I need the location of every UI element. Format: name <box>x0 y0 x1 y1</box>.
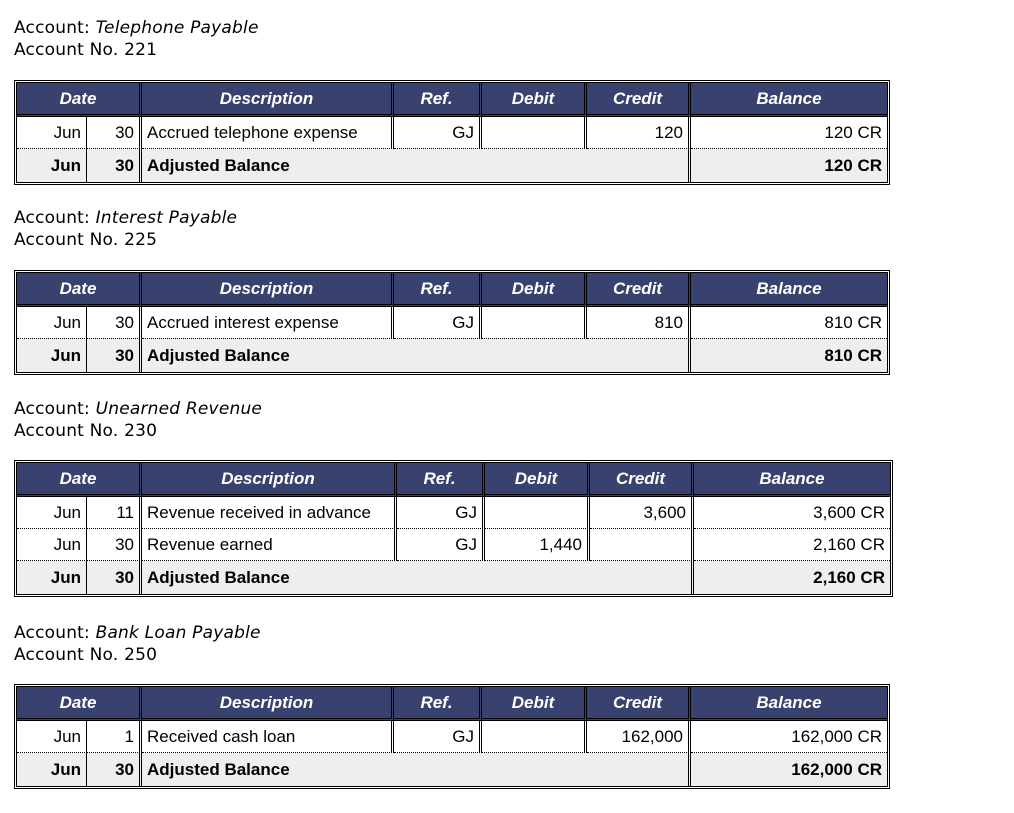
header-row <box>17 273 887 307</box>
col-description: Description <box>142 687 394 721</box>
account-number: 221 <box>124 40 158 60</box>
adjusted-label: Adjusted Balance <box>142 753 691 786</box>
entry-credit: 810 <box>587 307 691 339</box>
entry-month: Jun <box>17 721 87 753</box>
entry-description: Revenue earned <box>142 529 397 561</box>
col-date: Date <box>17 687 142 721</box>
ledger-table-250 <box>14 684 890 789</box>
entry-month: Jun <box>17 117 87 149</box>
entry-ref: GJ <box>394 721 482 753</box>
col-debit: Debit <box>485 463 590 497</box>
col-description: Description <box>142 83 394 117</box>
account-number-line <box>14 229 237 251</box>
entry-ref: GJ <box>394 117 482 149</box>
account-title <box>14 398 262 420</box>
adjusted-day: 30 <box>87 753 142 786</box>
col-ref: Ref. <box>394 273 482 307</box>
account-title <box>14 622 261 644</box>
entry-day: 30 <box>87 529 142 561</box>
entry-credit: 3,600 <box>590 497 694 529</box>
account-header-250 <box>14 622 261 666</box>
account-no-label: Account No. <box>14 421 119 441</box>
account-number: 230 <box>124 421 158 441</box>
entry-debit <box>485 497 590 529</box>
col-date: Date <box>17 273 142 307</box>
col-balance: Balance <box>694 463 890 497</box>
account-name: Interest Payable <box>95 208 238 228</box>
account-no-label: Account No. <box>14 645 119 665</box>
header-row <box>17 687 887 721</box>
entry-description: Accrued interest expense <box>142 307 394 339</box>
adjusted-day: 30 <box>87 339 142 372</box>
col-date: Date <box>17 463 142 497</box>
col-ref: Ref. <box>397 463 485 497</box>
entry-credit: 120 <box>587 117 691 149</box>
adjusted-month: Jun <box>17 339 87 372</box>
col-credit: Credit <box>590 463 694 497</box>
account-header-225 <box>14 207 237 251</box>
account-title <box>14 17 259 39</box>
adjusted-month: Jun <box>17 753 87 786</box>
entry-month: Jun <box>17 307 87 339</box>
entry-balance: 3,600 CR <box>694 497 890 529</box>
account-header-230 <box>14 398 262 442</box>
adjusted-balance: 162,000 CR <box>691 753 887 786</box>
entry-month: Jun <box>17 529 87 561</box>
col-debit: Debit <box>482 83 587 117</box>
col-ref: Ref. <box>394 83 482 117</box>
entry-debit: 1,440 <box>485 529 590 561</box>
adjusted-balance: 2,160 CR <box>694 561 890 594</box>
account-label: Account: <box>14 399 90 419</box>
col-credit: Credit <box>587 273 691 307</box>
ledger-table-230 <box>14 460 893 597</box>
col-description: Description <box>142 273 394 307</box>
entry-debit <box>482 307 587 339</box>
col-balance: Balance <box>691 687 887 721</box>
adjusted-row <box>17 561 890 594</box>
account-number: 250 <box>124 645 158 665</box>
adjusted-day: 30 <box>87 149 142 182</box>
header-row <box>17 463 890 497</box>
adjusted-balance: 120 CR <box>691 149 887 182</box>
entry-balance: 810 CR <box>691 307 887 339</box>
adjusted-month: Jun <box>17 561 87 594</box>
table-row <box>17 307 887 339</box>
entry-day: 30 <box>87 307 142 339</box>
entry-description: Received cash loan <box>142 721 394 753</box>
account-no-label: Account No. <box>14 230 119 250</box>
entry-description: Revenue received in advance <box>142 497 397 529</box>
entry-credit <box>590 529 694 561</box>
entry-description: Accrued telephone expense <box>142 117 394 149</box>
account-name: Telephone Payable <box>95 18 259 38</box>
entry-ref: GJ <box>397 529 485 561</box>
table-row <box>17 529 890 561</box>
entry-balance: 120 CR <box>691 117 887 149</box>
account-name: Unearned Revenue <box>95 399 263 419</box>
adjusted-day: 30 <box>87 561 142 594</box>
col-date: Date <box>17 83 142 117</box>
entry-day: 1 <box>87 721 142 753</box>
adjusted-balance: 810 CR <box>691 339 887 372</box>
ledger-table-221 <box>14 80 890 185</box>
col-balance: Balance <box>691 83 887 117</box>
entry-credit: 162,000 <box>587 721 691 753</box>
col-ref: Ref. <box>394 687 482 721</box>
account-header-221 <box>14 17 259 61</box>
table-row <box>17 117 887 149</box>
header-row <box>17 83 887 117</box>
account-number-line <box>14 420 262 442</box>
table-row <box>17 721 887 753</box>
col-balance: Balance <box>691 273 887 307</box>
adjusted-row <box>17 339 887 372</box>
adjusted-row <box>17 753 887 786</box>
col-description: Description <box>142 463 397 497</box>
adjusted-label: Adjusted Balance <box>142 561 694 594</box>
col-debit: Debit <box>482 273 587 307</box>
table-row <box>17 497 890 529</box>
account-title <box>14 207 237 229</box>
account-label: Account: <box>14 208 90 228</box>
entry-debit <box>482 721 587 753</box>
account-label: Account: <box>14 18 90 38</box>
account-number-line <box>14 39 259 61</box>
entry-month: Jun <box>17 497 87 529</box>
adjusted-row <box>17 149 887 182</box>
account-no-label: Account No. <box>14 40 119 60</box>
ledger-table-225 <box>14 270 890 375</box>
adjusted-label: Adjusted Balance <box>142 339 691 372</box>
col-credit: Credit <box>587 83 691 117</box>
account-number: 225 <box>124 230 158 250</box>
account-name: Bank Loan Payable <box>95 623 261 643</box>
adjusted-label: Adjusted Balance <box>142 149 691 182</box>
entry-day: 11 <box>87 497 142 529</box>
account-label: Account: <box>14 623 90 643</box>
entry-debit <box>482 117 587 149</box>
col-debit: Debit <box>482 687 587 721</box>
entry-ref: GJ <box>397 497 485 529</box>
entry-day: 30 <box>87 117 142 149</box>
entry-balance: 2,160 CR <box>694 529 890 561</box>
entry-ref: GJ <box>394 307 482 339</box>
entry-balance: 162,000 CR <box>691 721 887 753</box>
col-credit: Credit <box>587 687 691 721</box>
account-number-line <box>14 644 261 666</box>
adjusted-month: Jun <box>17 149 87 182</box>
